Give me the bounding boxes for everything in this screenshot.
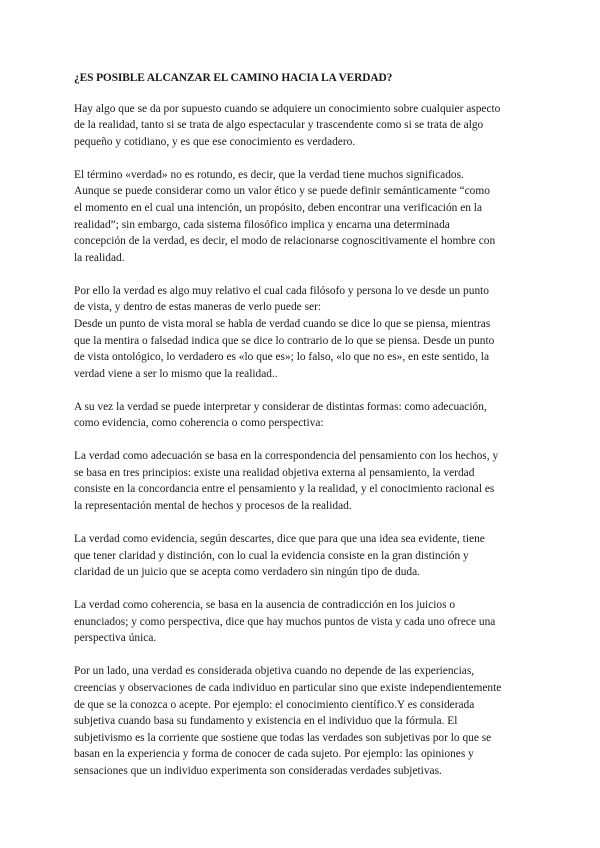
paragraph-line: el momento en el cual una intención, un propósito, deben encontrar una verificación en la [74,201,483,214]
paragraph-line: verdad viene a ser lo mismo que la realidad.. [74,367,278,380]
paragraph-line: la representación mental de hechos y procesos de la realidad. [74,500,352,513]
paragraph-line: de que se la conozca o acepte. Por ejemplo: el conocimiento científico.Y es considerada [74,698,475,711]
paragraph-evidencia [74,531,528,581]
paragraph-line: que la mentira o falsedad indica que se dice lo contrario de lo que se piensa. Desde un punto [74,334,495,347]
paragraph-line: La verdad como evidencia, según descartes, dice que para que una idea sea evidente, tiene [74,533,485,546]
paragraph-line: sensaciones que un individuo experimenta son consideradas verdades subjetivas. [74,764,442,777]
paragraph-line: como evidencia, como coherencia o como perspectiva: [74,417,324,430]
paragraph-line: La verdad como coherencia, se basa en la ausencia de contradicción en los juicios o [74,599,456,612]
paragraph-line: subjetiva cuando basa su fundamento y existencia en el individuo que la fórmula. El [74,715,458,728]
paragraph-line: que tener claridad y distinción, con lo cual la evidencia consiste en la gran distinción y [74,549,469,562]
document-title: ¿ES POSIBLE ALCANZAR EL CAMINO HACIA LA VERDAD? [74,72,393,84]
paragraph-formas [74,399,528,432]
paragraph-coherencia [74,597,528,647]
paragraph-line: A su vez la verdad se puede interpretar y considerar de distintas formas: como adecuación, [74,400,487,413]
paragraph-line: se basa en tres principios: existe una realidad objetiva externa al pensamiento, la verdad [74,466,475,479]
paragraph-line: subjetivismo es la corriente que sostiene que todas las verdades son subjetivas por lo que se [74,731,492,744]
paragraph-line: enunciados; y como perspectiva, dice que hay muchos puntos de vista y cada uno ofrece una [74,615,496,628]
paragraph-line: La verdad como adecuación se basa en la correspondencia del pensamiento con los hechos, y [74,450,499,463]
paragraph-line: basan en la experiencia y forma de conocer de cada sujeto. Por ejemplo: las opiniones y [74,748,474,761]
paragraph-line: pequeño y cotidiano, y es que ese conocimiento es verdadero. [74,135,356,148]
paragraph-objetiva-subjetiva [74,663,528,779]
paragraph-line: El término «verdad» no es rotundo, es decir, que la verdad tiene muchos significados. [74,168,464,181]
paragraph-line: realidad”; sin embargo, cada sistema filosófico implica y encarna una determinada [74,218,450,231]
paragraph-line: Por ello la verdad es algo muy relativo el cual cada filósofo y persona lo ve desde un punto [74,284,490,297]
paragraph-line: de la realidad, tanto si se trata de algo espectacular y trascendente como si se trata de algo [74,119,484,132]
paragraph-relativo [74,283,528,383]
paragraph-line: creencias y observaciones de cada individuo en particular sino que existe independientemente [74,681,502,694]
paragraph-line: perspectiva única. [74,632,157,645]
paragraph-line: Desde un punto de vista moral se habla de verdad cuando se dice lo que se piensa, mientras [74,317,491,330]
paragraph-line: de vista, y dentro de estas maneras de verlo puede ser: [74,301,322,314]
paragraph-line: la realidad. [74,251,125,264]
paragraph-line: concepción de la verdad, es decir, el modo de relacionarse cognoscitivamente el hombre con [74,235,496,248]
paragraph-intro [74,101,528,151]
paragraph-line: claridad de un juicio que se acepta como verdadero sin ningún tipo de duda. [74,566,421,579]
paragraph-line: Hay algo que se da por supuesto cuando se adquiere un conocimiento sobre cualquier aspecto [74,102,501,115]
paragraph-line: de vista ontológico, lo verdadero es «lo que es»; lo falso, «lo que no es», en este sentido, la [74,351,490,364]
paragraph-line: consiste en la concordancia entre el pensamiento y la realidad, y el conocimiento racional es [74,483,495,496]
document-page [74,70,528,796]
paragraph-term-verdad [74,167,528,267]
paragraph-adecuacion [74,448,528,514]
paragraph-line: Por un lado, una verdad es considerada objetiva cuando no depende de las experiencias, [74,665,475,678]
paragraph-line: Aunque se puede considerar como un valor ético y se puede definir semánticamente “como [74,185,490,198]
